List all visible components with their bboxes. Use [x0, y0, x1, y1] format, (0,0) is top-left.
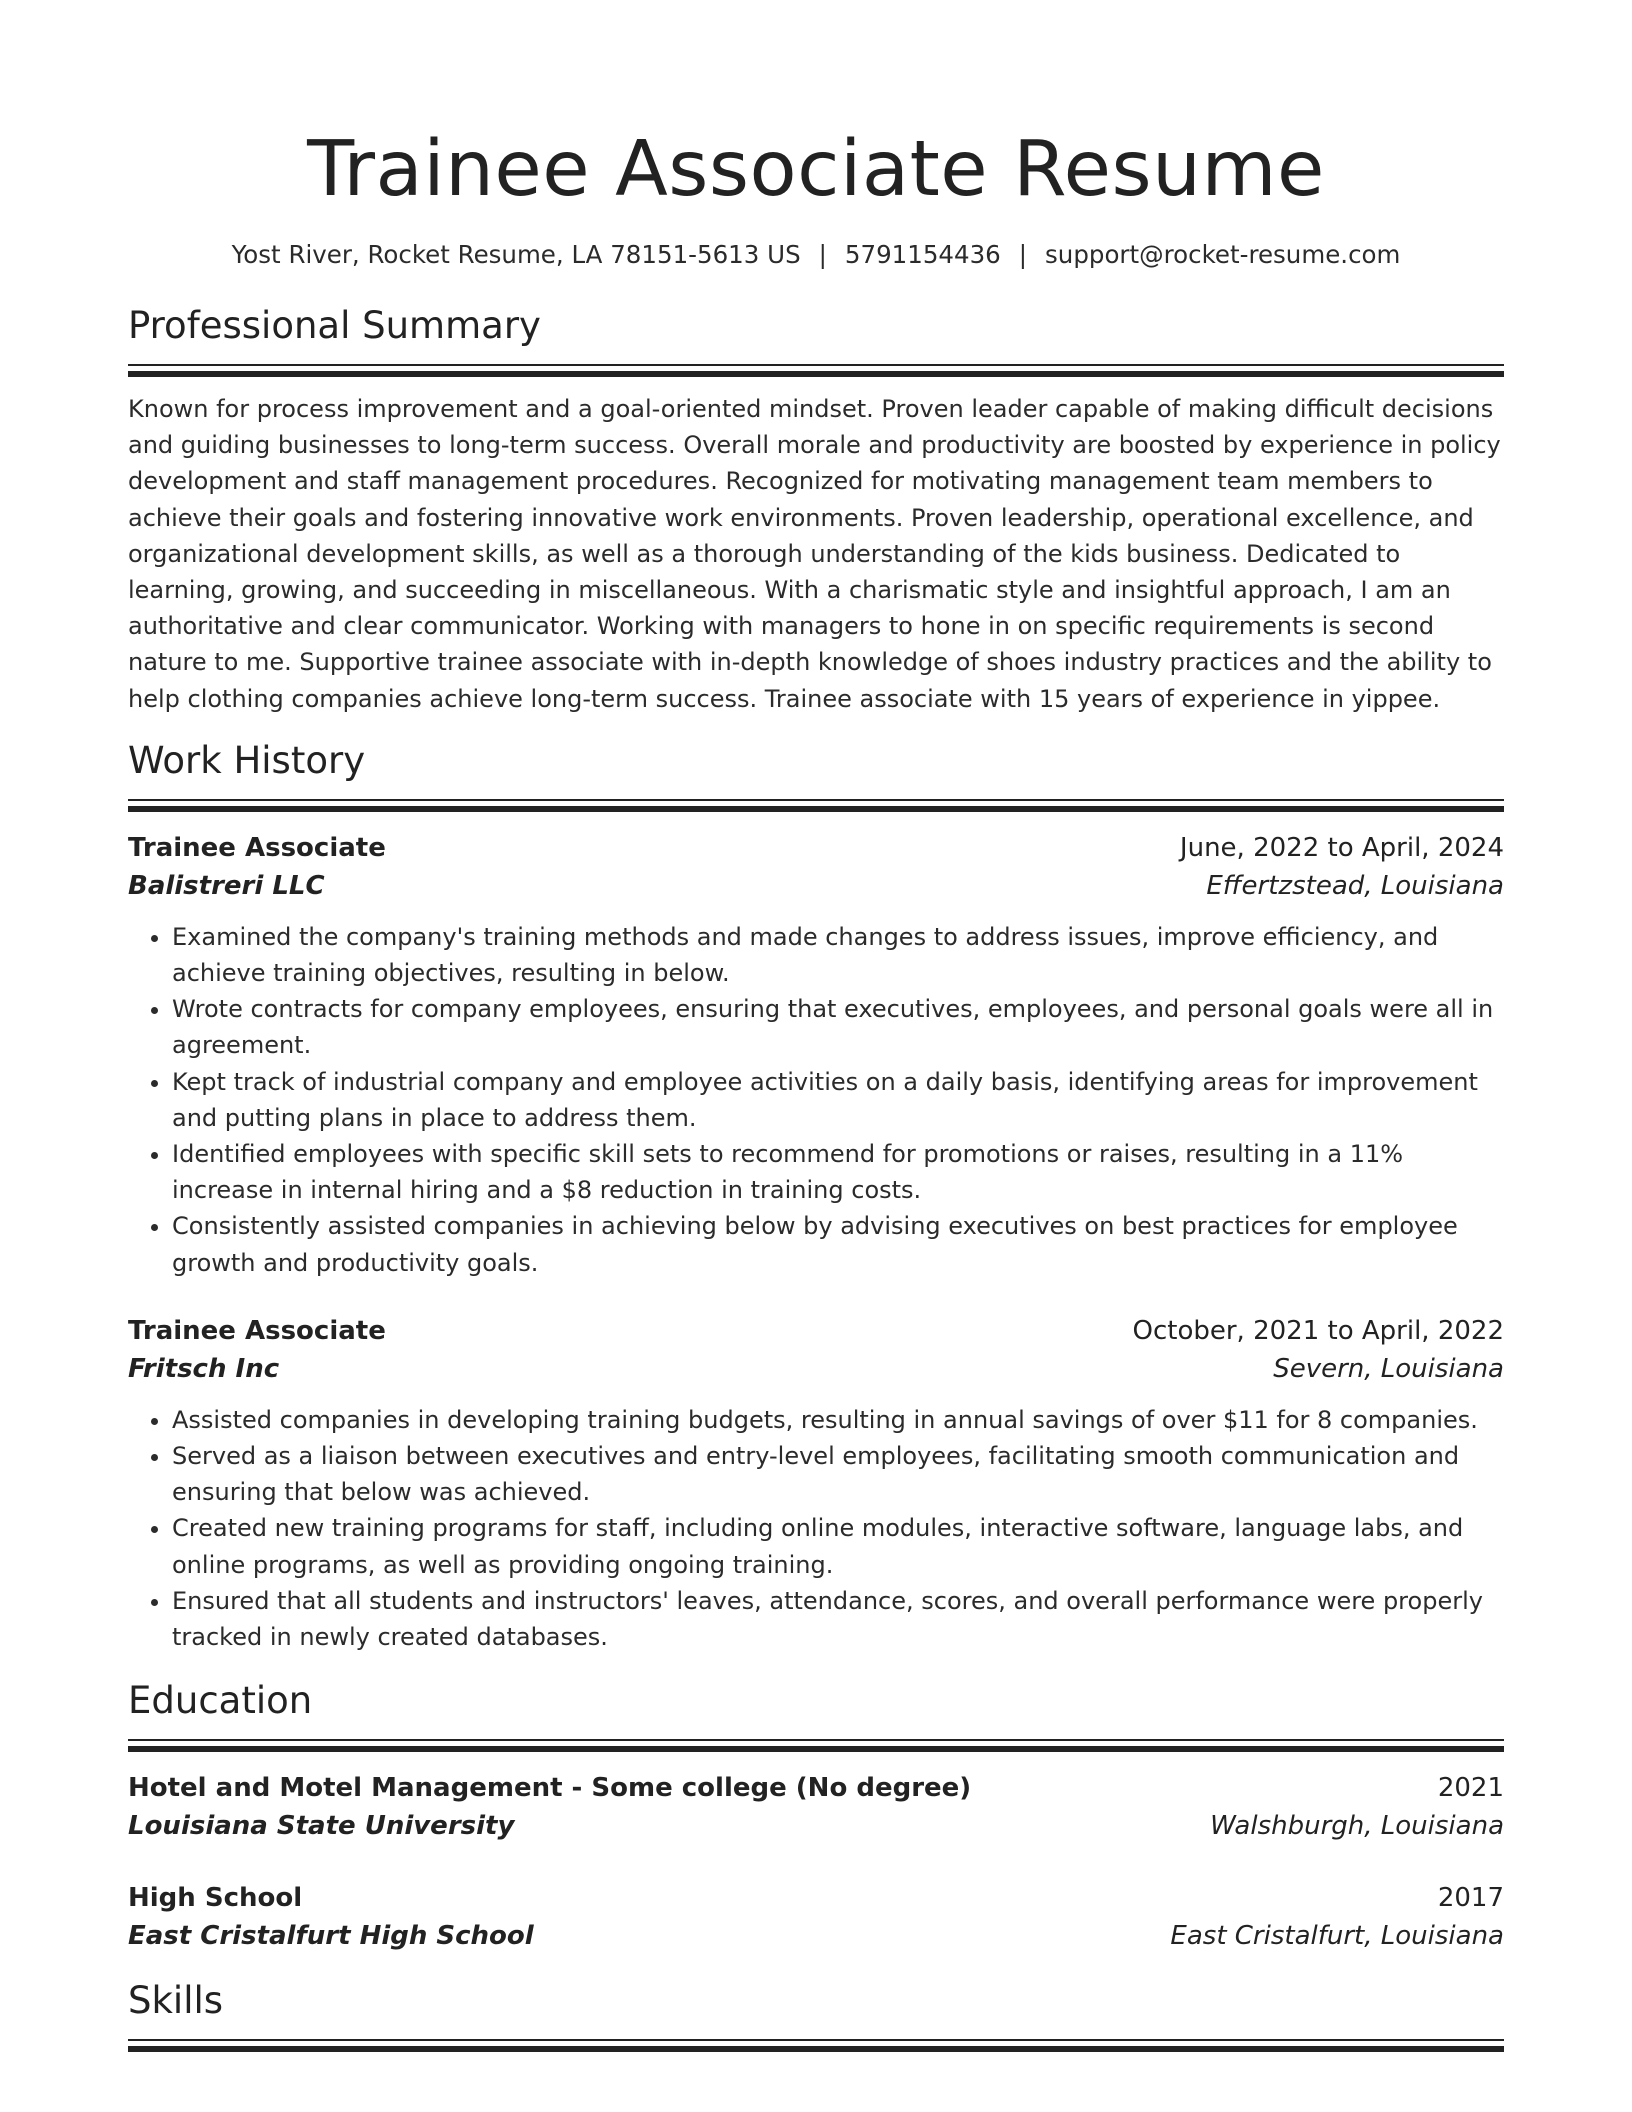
summary-text: Known for process improvement and a goal-oriented mindset. Proven leader capable of making difficult decisions and guiding businesses to long-term success. Overall morale and productivity are boosted by experience in policy development and staff management procedures. Recognized for motivating management team members to achieve their goals and fostering innovative work environments. Proven leadership, operational excellence, and organizational development skills, as well as a thorough understanding of the kids business. Dedicated to learning, growing, and succeeding in miscellaneous. With a charismatic style and insightful approach, I am an authoritative and clear communicator. Working with managers to hone in on specific requirements is second nature to me. Supportive trainee associate with in-depth knowledge of shoes industry practices and the ability to help clothing companies achieve long-term success. Trainee associate with 15 years of experience in yippee.: [128, 395, 1501, 713]
job-dates: June, 2022 to April, 2024: [1179, 832, 1504, 863]
job-entry: [128, 829, 1504, 1281]
list-item: • Served as a liaison between executives and entry-level employees, facilitating smooth communication and ensuring that below was achieved.: [172, 1438, 1504, 1510]
section-divider: [128, 799, 1504, 812]
education-school: Louisiana State University: [128, 1811, 515, 1842]
job-bullets: [128, 1402, 1504, 1655]
list-item: • Created new training programs for staff, including online modules, interactive software, language labs, and online programs, as well as providing ongoing training.: [172, 1510, 1504, 1582]
list-item: • Assisted companies in developing training budgets, resulting in annual savings of over $11 for 8 companies.: [172, 1402, 1504, 1438]
job-title: Trainee Associate: [128, 832, 386, 863]
contact-line: [128, 238, 1504, 272]
contact-phone: 5791154436: [844, 240, 1001, 269]
education-header: [128, 1879, 1504, 1917]
work-history-section: [128, 737, 1504, 1655]
education-degree: High School: [128, 1883, 303, 1914]
job-subheader: [128, 867, 1504, 905]
education-location: Walshburgh, Louisiana: [1210, 1811, 1504, 1842]
list-item: • Identified employees with specific skill sets to recommend for promotions or raises, resulting in a 11% increase in internal hiring and a $8 reduction in training costs.: [172, 1136, 1504, 1208]
education-header: [128, 1769, 1504, 1807]
education-degree: Hotel and Motel Management - Some college (No degree): [128, 1773, 972, 1804]
job-header: [128, 829, 1504, 867]
list-item: • Kept track of industrial company and employee activities on a daily basis, identifying areas for improvement and putting plans in place to address them.: [172, 1064, 1504, 1136]
job-location: Effertzstead, Louisiana: [1206, 870, 1504, 901]
education-entry: [128, 1769, 1504, 1845]
education-subheader: [128, 1807, 1504, 1845]
list-item: • Examined the company's training methods and made changes to address issues, improve efficiency, and achieve training objectives, resulting in below.: [172, 919, 1504, 991]
education-location: East Cristalfurt, Louisiana: [1170, 1921, 1504, 1952]
section-heading-education: Education: [128, 1679, 313, 1723]
contact-address: Yost River, Rocket Resume, LA 78151-5613 US: [231, 240, 801, 269]
list-item: • Consistently assisted companies in achieving below by advising executives on best practices for employee growth and productivity goals.: [172, 1208, 1504, 1280]
education-year: 2021: [1437, 1773, 1504, 1804]
section-divider: [128, 1739, 1504, 1752]
resume-title: Trainee Associate Resume: [307, 125, 1325, 214]
job-company: Fritsch Inc: [128, 1353, 280, 1384]
job-header: [128, 1312, 1504, 1350]
skills-section: [128, 1977, 1504, 2052]
job-subheader: [128, 1350, 1504, 1388]
section-divider: [128, 2039, 1504, 2052]
job-title: Trainee Associate: [128, 1315, 386, 1346]
resume-page: [128, 0, 1504, 2052]
education-subheader: [128, 1917, 1504, 1955]
job-location: Severn, Louisiana: [1273, 1353, 1504, 1384]
education-school: East Cristalfurt High School: [128, 1921, 534, 1952]
education-year: 2017: [1437, 1883, 1504, 1914]
contact-separator: |: [818, 240, 827, 269]
job-bullets: [128, 919, 1504, 1281]
job-company: Balistreri LLC: [128, 870, 325, 901]
section-heading-skills: Skills: [128, 1979, 224, 2023]
list-item: • Ensured that all students and instructors' leaves, attendance, scores, and overall performance were properly tracked in newly created databases.: [172, 1583, 1504, 1655]
section-heading-work: Work History: [128, 738, 366, 782]
job-dates: October, 2021 to April, 2022: [1132, 1315, 1504, 1346]
section-divider: [128, 364, 1504, 377]
contact-email: support@rocket-resume.com: [1045, 240, 1401, 269]
section-heading-summary: Professional Summary: [128, 304, 541, 347]
education-section: [128, 1677, 1504, 1955]
contact-separator: |: [1018, 240, 1028, 269]
job-entry: [128, 1312, 1504, 1655]
list-item: • Wrote contracts for company employees, ensuring that executives, employees, and personal goals were all in agreement.: [172, 991, 1504, 1063]
summary-section: [128, 302, 1504, 717]
education-entry: [128, 1879, 1504, 1955]
